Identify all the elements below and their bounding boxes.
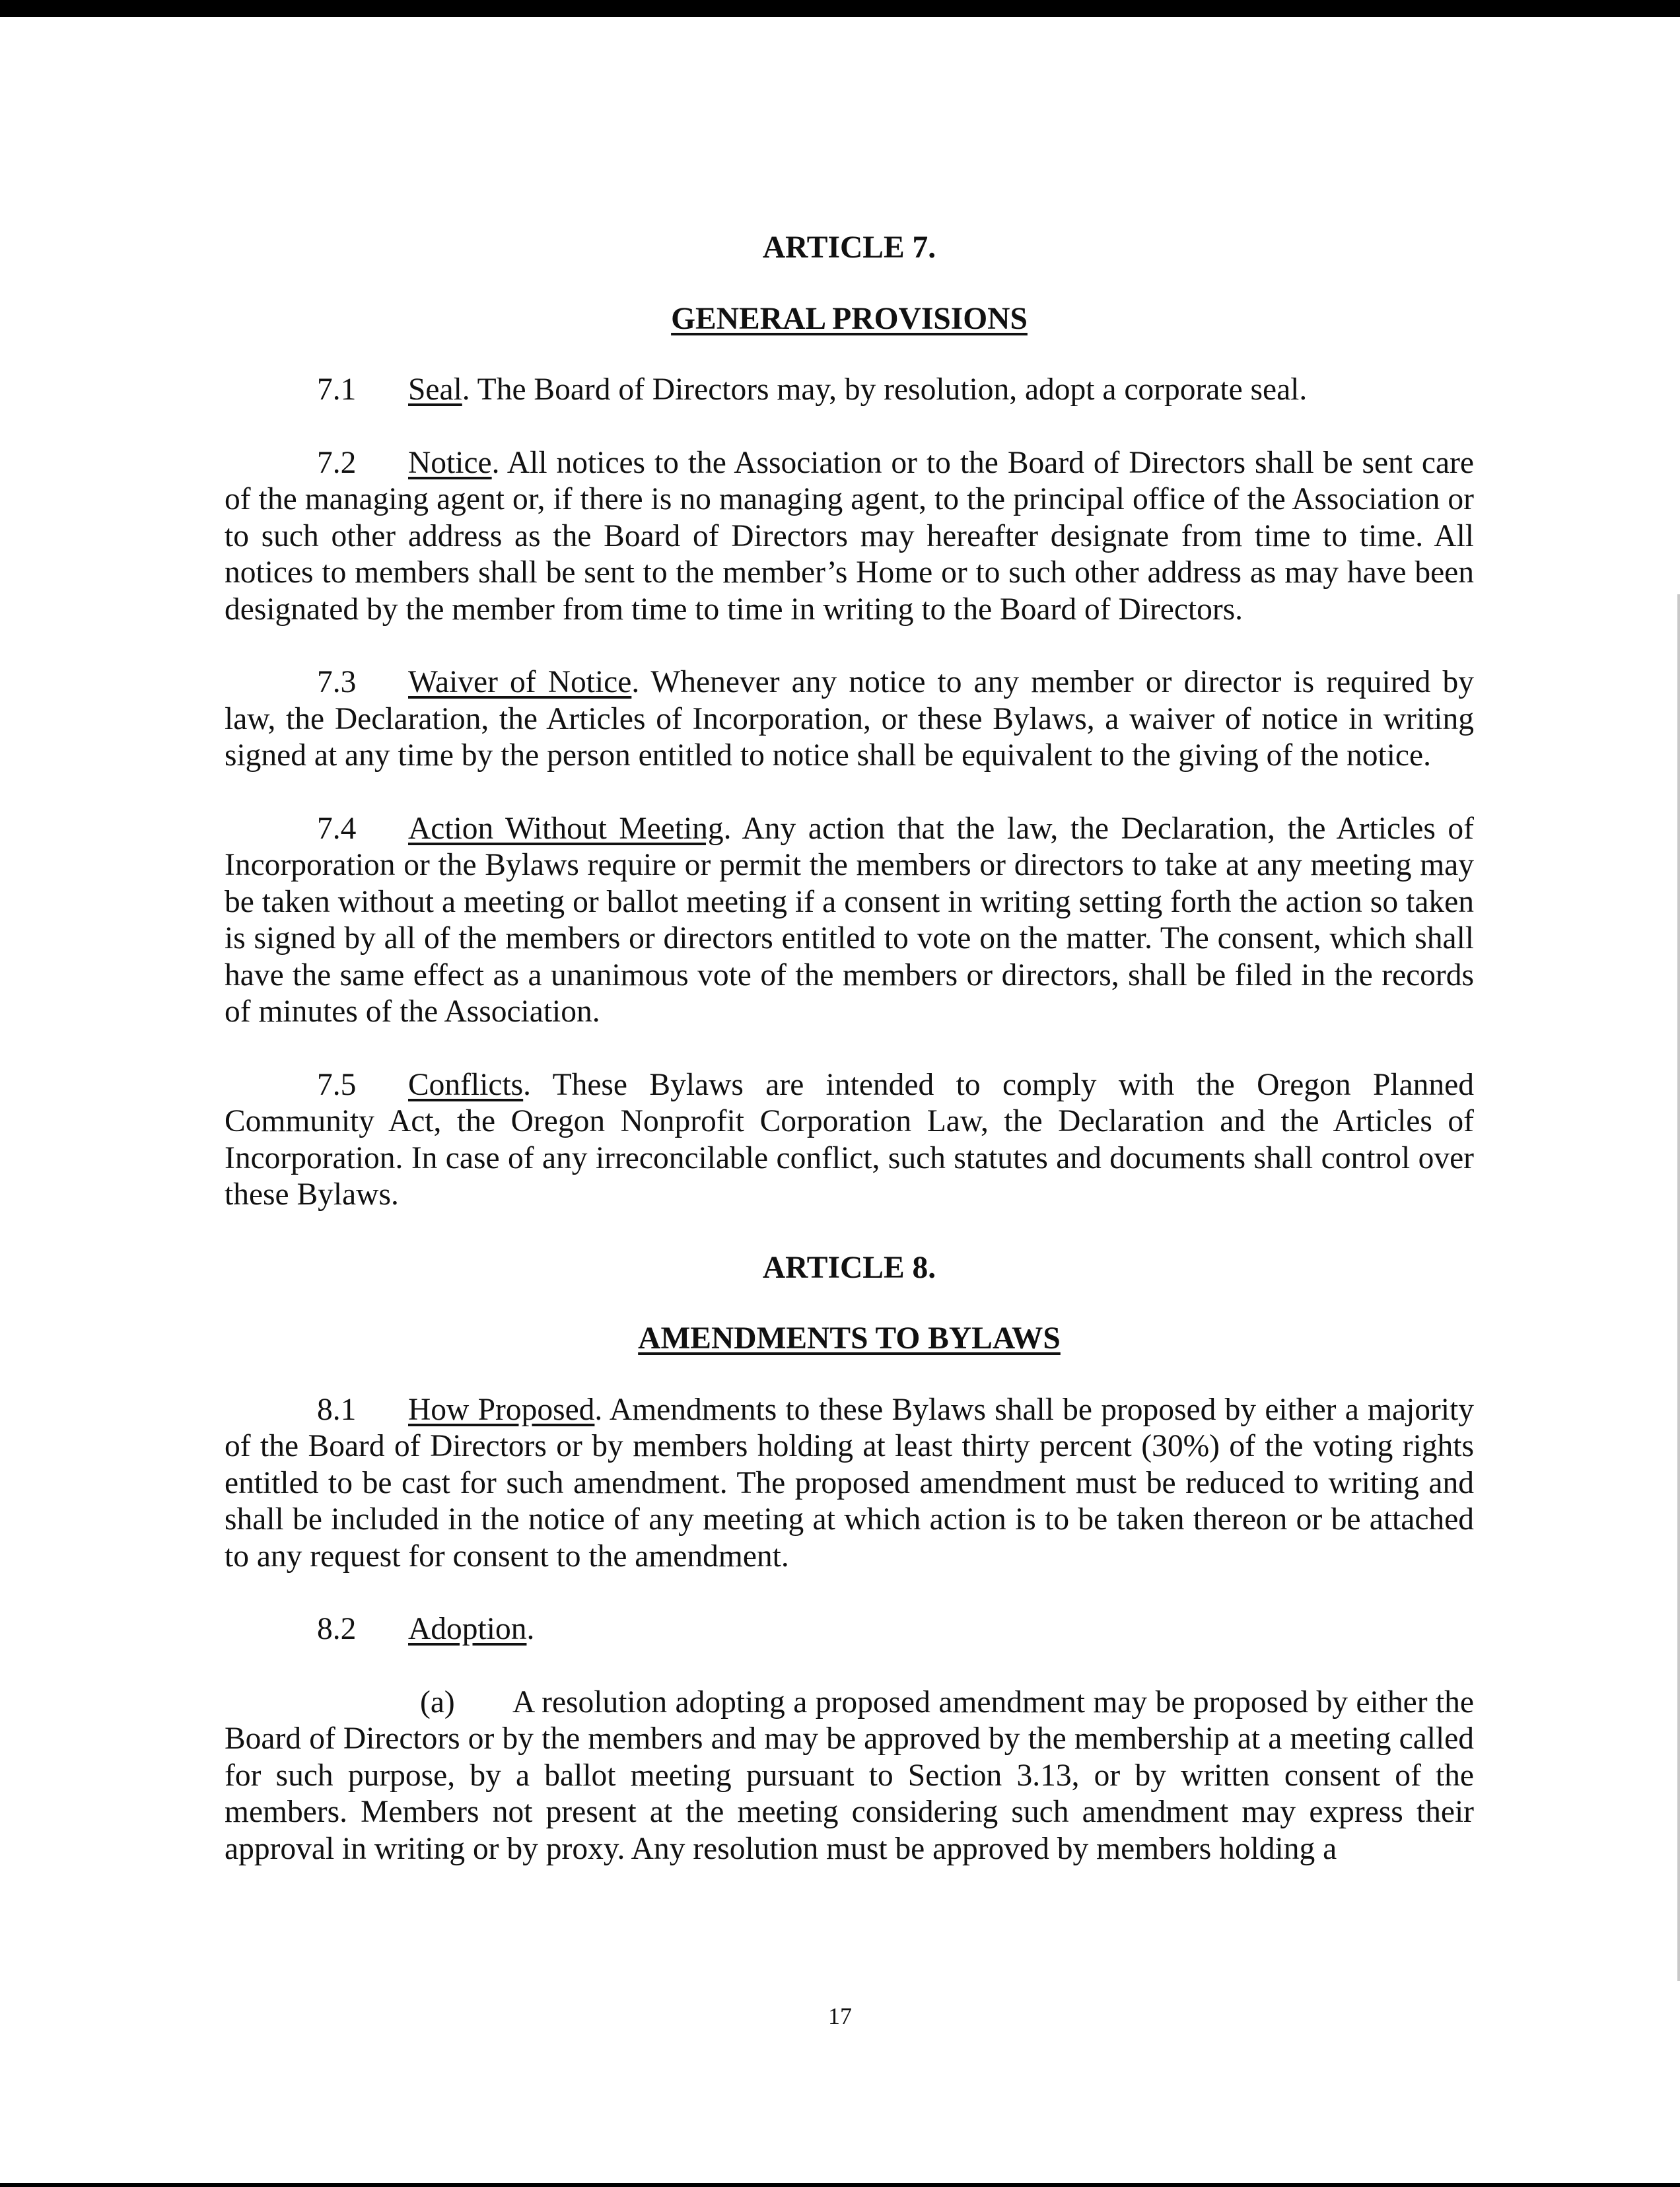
- section-caption: How Proposed: [408, 1392, 595, 1427]
- section-caption: Seal: [408, 372, 462, 407]
- section-number: 7.2: [317, 445, 357, 480]
- section-number: 8.2: [317, 1612, 357, 1646]
- section-number: 8.1: [317, 1392, 357, 1427]
- section-7-1: [225, 372, 1474, 409]
- section-number: 7.3: [317, 665, 357, 699]
- section-text: . These Bylaws are intended to comply with the Oregon Planned Community Act, the Oregon Nonprofit Corporation Law, the Declaration and the Articles of Incorporation. In case of any irreconcilable conflict, such statutes and documents shall control over these Bylaws.: [225, 1067, 1474, 1212]
- section-7-4: [225, 811, 1474, 1031]
- scan-top-border: [0, 0, 1680, 17]
- document-page: [225, 230, 1474, 1904]
- page-number: 17: [828, 2003, 852, 2029]
- section-7-5: [225, 1067, 1474, 1214]
- section-text: . Amendments to these Bylaws shall be proposed by either a majority of the Board of Directors or by members holding at least thirty percent (30%) of the voting rights entitled to be cast for such amendment. The proposed amendment must be reduced to writing and shall be included in the notice of any meeting at which action is to be taken thereon or be attached to any request for consent to the amendment.: [225, 1392, 1474, 1574]
- section-number: 7.4: [317, 811, 357, 846]
- section-caption: Conflicts: [408, 1067, 524, 1102]
- scan-right-edge: [1677, 594, 1680, 1981]
- section-text: . The Board of Directors may, by resolution, adopt a corporate seal.: [462, 372, 1308, 407]
- section-8-1: [225, 1392, 1474, 1576]
- scan-bottom-border: [0, 2183, 1680, 2187]
- section-number: 7.5: [317, 1067, 357, 1102]
- section-text: . All notices to the Association or to the Board of Directors shall be sent care of the managing agent or, if there is no managing agent, to the principal office of the Association or to such other address as the Board of Directors may hereafter designate from time to time. All notices to members shall be sent to the member’s Home or to such other address as may have been designated by the member from time to time in writing to the Board of Directors.: [225, 445, 1474, 627]
- section-8-2: [225, 1611, 1474, 1648]
- article-8-heading: ARTICLE 8.: [762, 1250, 936, 1285]
- subsection-number: (a): [420, 1684, 455, 1719]
- section-7-3: [225, 664, 1474, 775]
- section-caption: Waiver of Notice: [408, 665, 632, 699]
- section-text: . Any action that the law, the Declaration, the Articles of Incorporation or the Bylaws require or permit the members or directors to take at any meeting may be taken without a meeting or ballot meeting if a consent in writing setting forth the action so taken is signed by all of the members or directors entitled to vote on the matter. The consent, which shall have the same effect as a unanimous vote of the members or directors, shall be filed in the records of minutes of the Association.: [225, 811, 1474, 1029]
- article-7-title: GENERAL PROVISIONS: [671, 301, 1028, 336]
- section-caption: Action Without Meeting: [408, 811, 724, 846]
- article-7-heading: ARTICLE 7.: [762, 230, 936, 265]
- section-caption: Adoption: [408, 1612, 527, 1646]
- section-7-2: [225, 445, 1474, 629]
- subsection-text: A resolution adopting a proposed amendment may be proposed by either the Board of Directors or by the members and may be approved by the membership at a meeting called for such purpose, by a ballot meeting pursuant to Section 3.13, or by written consent of the members. Members not present at the meeting considering such amendment may express their approval in writing or by proxy. Any resolution must be approved by members holding a: [225, 1684, 1474, 1866]
- section-text: .: [526, 1612, 535, 1646]
- section-number: 7.1: [317, 372, 357, 407]
- subsection-8-2-a: [225, 1684, 1474, 1868]
- section-text: . Whenever any notice to any member or director is required by law, the Declaration, the Articles of Incorporation, or these Bylaws, a waiver of notice in writing signed at any time by the person entitled to notice shall be equivalent to the giving of the notice.: [225, 665, 1474, 773]
- article-8-title: AMENDMENTS TO BYLAWS: [638, 1321, 1061, 1356]
- section-caption: Notice: [408, 445, 492, 480]
